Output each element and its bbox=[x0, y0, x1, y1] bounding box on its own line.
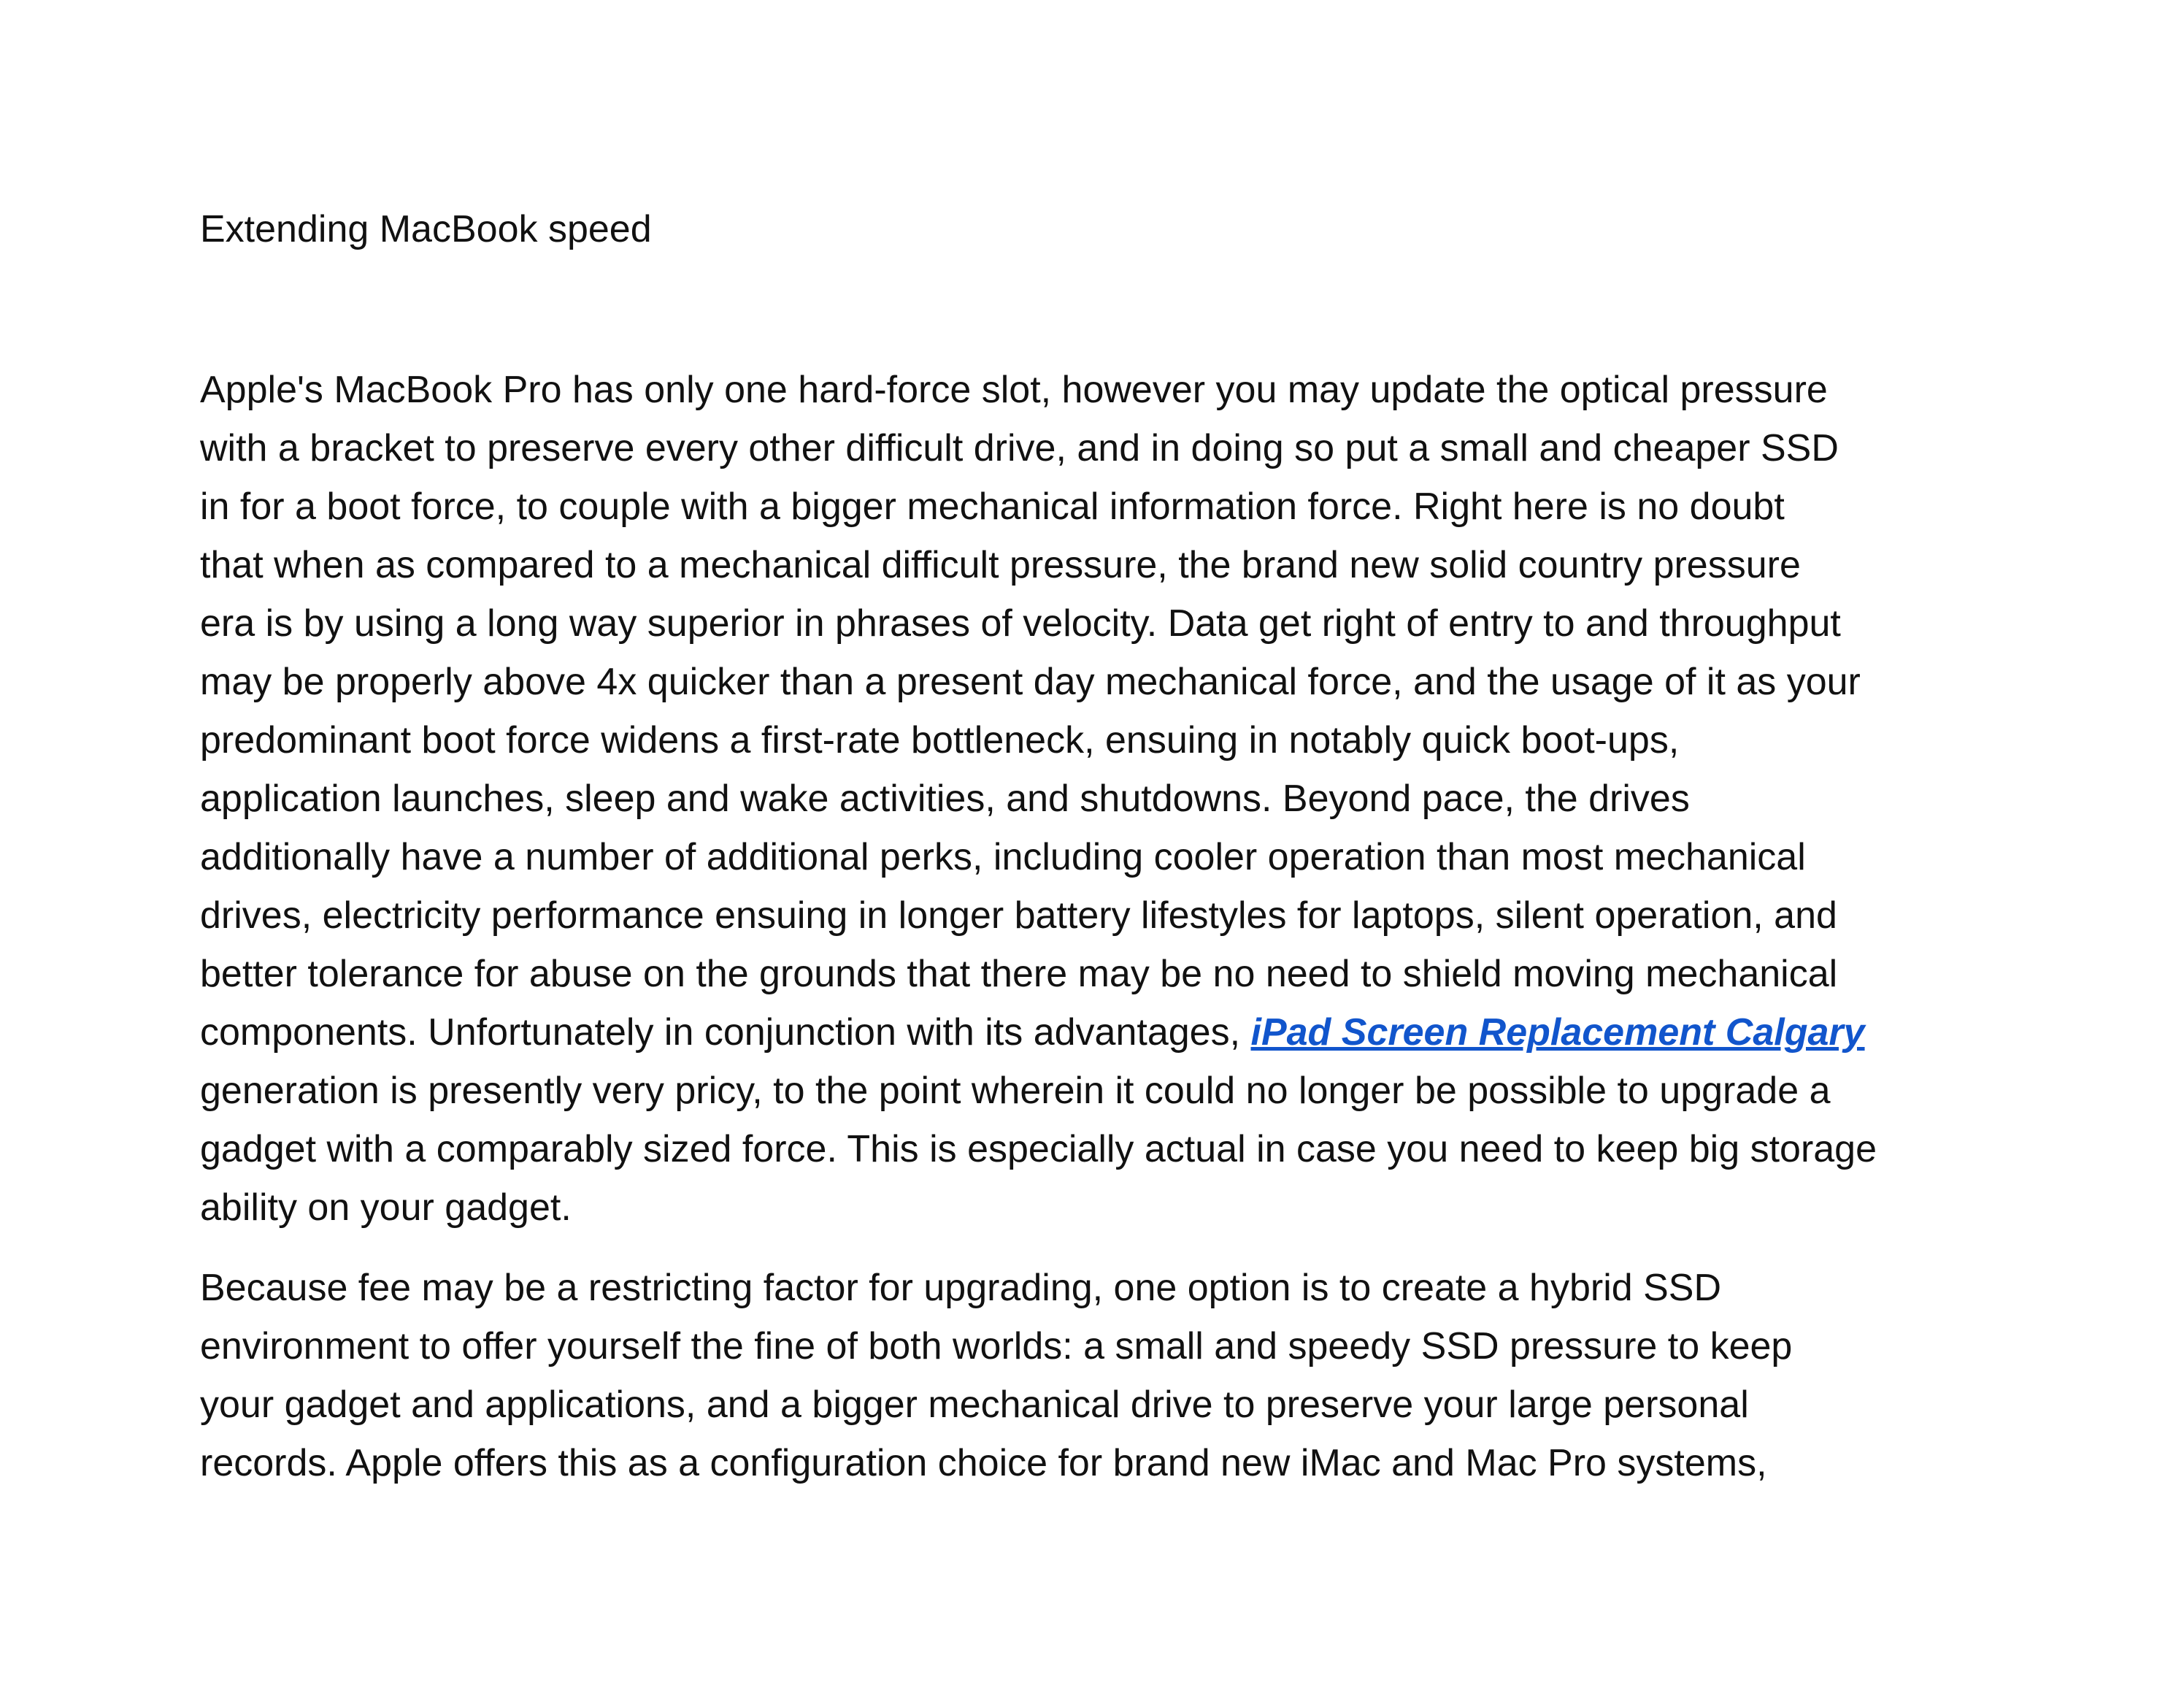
link-lead-text: components. Unfortunately in conjunction with its advantages, bbox=[200, 1011, 1251, 1054]
paragraph-1-line: in for a boot force, to couple with a bigger mechanical information force. Right here is no doubt bbox=[200, 486, 1785, 528]
paragraph-1-line: predominant boot force widens a first-rate bottleneck, ensuing in notably quick boot-ups, bbox=[200, 719, 1680, 761]
paragraph-1 bbox=[200, 361, 2003, 1237]
paragraph-2 bbox=[200, 1259, 2003, 1492]
paragraph-1-line: gadget with a comparably sized force. This is especially actual in case you need to keep big storage bbox=[200, 1128, 1877, 1170]
paragraph-2-line: records. Apple offers this as a configuration choice for brand new iMac and Mac Pro systems, bbox=[200, 1442, 1767, 1484]
paragraph-1-line: may be properly above 4x quicker than a present day mechanical force, and the usage of it as your bbox=[200, 661, 1861, 703]
paragraph-1-line: better tolerance for abuse on the grounds that there may be no need to shield moving mechanical bbox=[200, 953, 1838, 995]
paragraph-1-line: drives, electricity performance ensuing in longer battery lifestyles for laptops, silent operation, and bbox=[200, 894, 1837, 937]
paragraph-1-line: generation is presently very pricy, to the point wherein it could no longer be possible to upgrade a bbox=[200, 1070, 1831, 1112]
paragraph-1-line: with a bracket to preserve every other difficult drive, and in doing so put a small and cheaper SSD bbox=[200, 427, 1839, 469]
paragraph-1-line: era is by using a long way superior in phrases of velocity. Data get right of entry to and throughput bbox=[200, 602, 1841, 645]
paragraph-1-line: additionally have a number of additional perks, including cooler operation than most mechanical bbox=[200, 836, 1806, 878]
document-title: Extending MacBook speed bbox=[200, 208, 652, 250]
ipad-screen-replacement-link[interactable]: iPad Screen Replacement Calgary bbox=[1250, 1011, 1865, 1054]
paragraph-2-line: environment to offer yourself the fine of both worlds: a small and speedy SSD pressure to keep bbox=[200, 1325, 1793, 1367]
paragraph-1-line: that when as compared to a mechanical difficult pressure, the brand new solid country pressure bbox=[200, 544, 1801, 586]
paragraph-1-link-line bbox=[200, 1003, 2003, 1062]
paragraph-1-line: Apple's MacBook Pro has only one hard-force slot, however you may update the optical pressure bbox=[200, 369, 1828, 411]
paragraph-1-line: application launches, sleep and wake activities, and shutdowns. Beyond pace, the drives bbox=[200, 778, 1690, 820]
paragraph-1-line: ability on your gadget. bbox=[200, 1186, 572, 1229]
paragraph-2-line: Because fee may be a restricting factor for upgrading, one option is to create a hybrid SSD bbox=[200, 1267, 1722, 1309]
paragraph-2-line: your gadget and applications, and a bigger mechanical drive to preserve your large personal bbox=[200, 1384, 1749, 1426]
